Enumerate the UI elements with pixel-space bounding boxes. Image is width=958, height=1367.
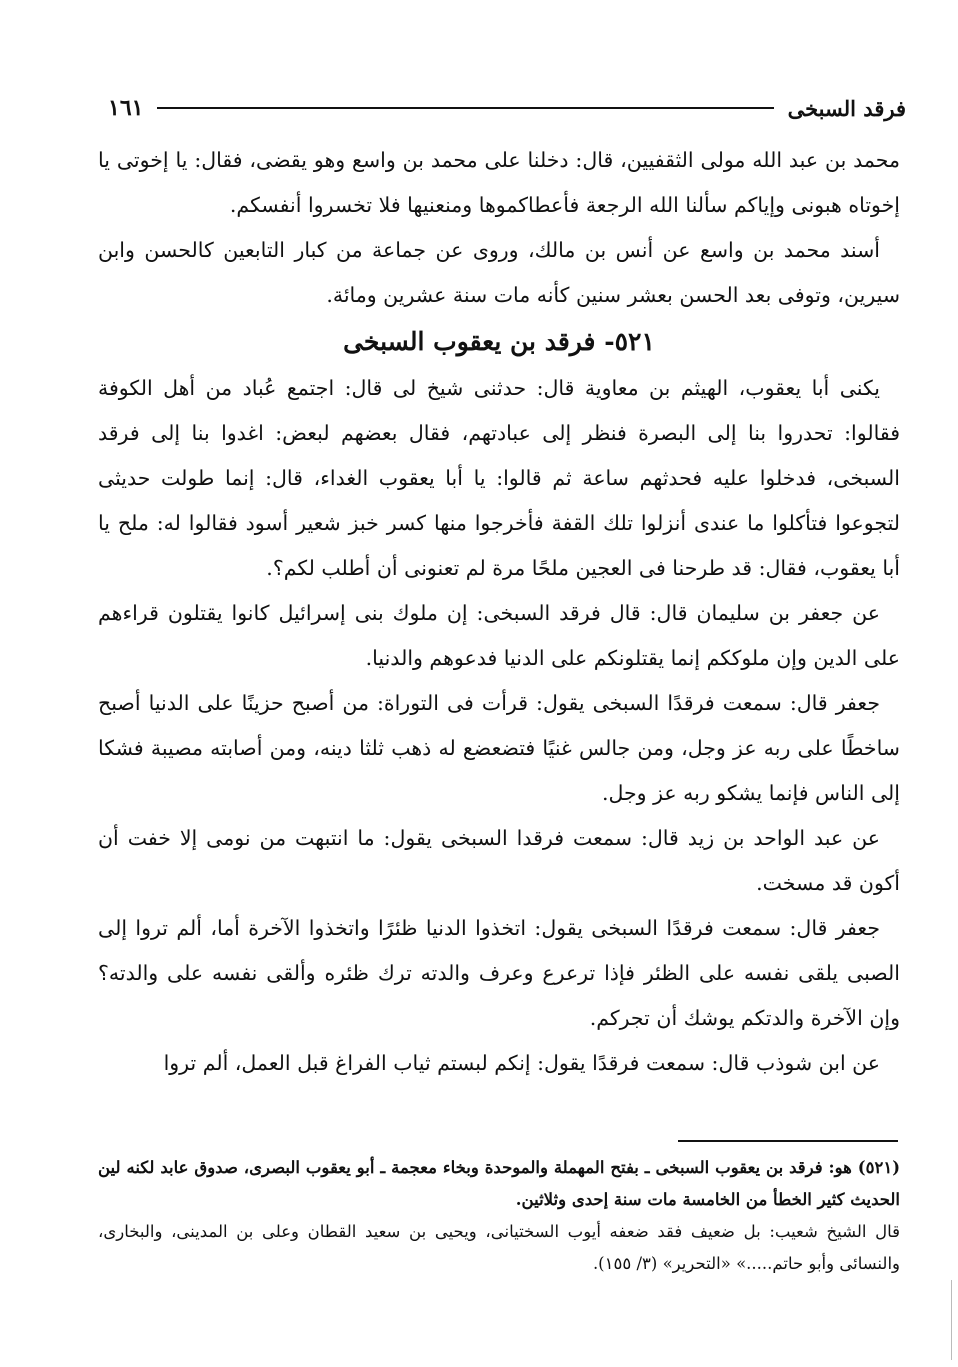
paragraph: عن جعفر بن سليمان قال: قال فرقد السبخى: إن ملوك بنى إسرائيل كانوا يقتلون قراءهم على الدين وإن ملوككم إنما يقتلونكم على الدنيا فدعوهم والدنيا. [98, 601, 900, 670]
paragraph: عن ابن شوذب قال: سمعت فرقدًا يقول: إنكم لبستم ثياب الفراغ قبل العمل، ألم تروا [163, 1051, 880, 1075]
page-header [108, 88, 906, 128]
header-rule [157, 107, 773, 109]
running-title: فرقد السبخى [787, 95, 906, 121]
paragraph: أسند محمد بن واسع عن أنس بن مالك، وروى عن جماعة من كبار التابعين كالحسن وابن سيرين، وتوفى بعد الحسن بعشر سنين كأنه مات سنة عشرين ومائة. [98, 238, 900, 307]
page-number: ١٦١ [108, 95, 144, 121]
paragraph: جعفر قال: سمعت فرقدًا السبخى يقول: اتخذوا الدنيا ظئرًا واتخذوا الآخرة أما، ألم تروا إلى الصبى يلقى نفسه على الظئر فإذا ترعرع وعرف والدته ترك ظئره وألقى نفسه على والدته؟ وإن الآخرة والدتكم يوشك أن تجركم. [98, 916, 900, 1030]
paragraph: يكنى أبا يعقوب، الهيثم بن معاوية قال: حدثنى شيخ لى قال: اجتمع عُباد من أهل الكوفة فقالوا: تحدروا بنا إلى البصرة فنظر إلى عبادتهم، فقال بعضهم لبعض: اغدوا بنا إلى فرقد السبخى، فدخلوا عليه فحدثهم ساعة ثم قالوا: يا أبا يعقوب الغداء، قال: إنما طولت حديثى لتجوعوا فتأكلوا ما عندى أنزلوا تلك القفة فأخرجوا منها كسر خبز شعير أسود فقالوا له: ملح يا أبا يعقوب، فقال: قد طرحنا فى العجين ملحًا مرة لم تعنونى أن أطلب لكم؟. [98, 376, 900, 580]
footnote: (٥٢١) هو: فرقد بن يعقوب السبخى ـ بفتح المهملة والموحدة وبخاء معجمة ـ أبو يعقوب البصرى، صدوق عابد لكنه لين الحديث كثير الخطأ من الخامسة مات سنة إحدى وثلاثين. [98, 1158, 900, 1209]
scan-edge [947, 1280, 952, 1360]
section-heading: ٥٢١- فرقد بن يعقوب السبخى [343, 327, 655, 356]
footnote-separator [678, 1140, 898, 1142]
paragraph: جعفر قال: سمعت فرقدًا السبخى يقول: قرأت فى التوراة: من أصبح حزينًا على الدنيا أصبح ساخطًا على ربه عز وجل، ومن جالس غنيًا فتضعضع له ذهب ثلثا دينه، ومن أصابته مصيبة فشكا إلى الناس فإنما يشكو ربه عز وجل. [98, 691, 900, 805]
footnotes [98, 1152, 900, 1280]
paragraph: محمد بن عبد الله مولى الثقفيين، قال: دخلنا على محمد بن واسع وهو يقضى، فقال: يا إخوتى يا إخوتاه هبونى وإياكم سألنا الله الرجعة فأعطاكموها ومنعنيها فلا تخسروا أنفسكم. [98, 148, 900, 217]
body-text [98, 138, 900, 1086]
paragraph: عن عبد الواحد بن زيد قال: سمعت فرقدا السبخى يقول: ما انتبهت من نومى إلا خفت أن أكون قد مسخت. [98, 826, 900, 895]
footnote: قال الشيخ شعيب: بل ضعيف فقد ضعفه أيوب السختيانى، ويحيى بن سعيد القطان وعلى بن المدينى، والبخارى، والنسائى وأبو حاتم.....» «التحرير» (٣/ ١٥٥). [98, 1222, 900, 1273]
